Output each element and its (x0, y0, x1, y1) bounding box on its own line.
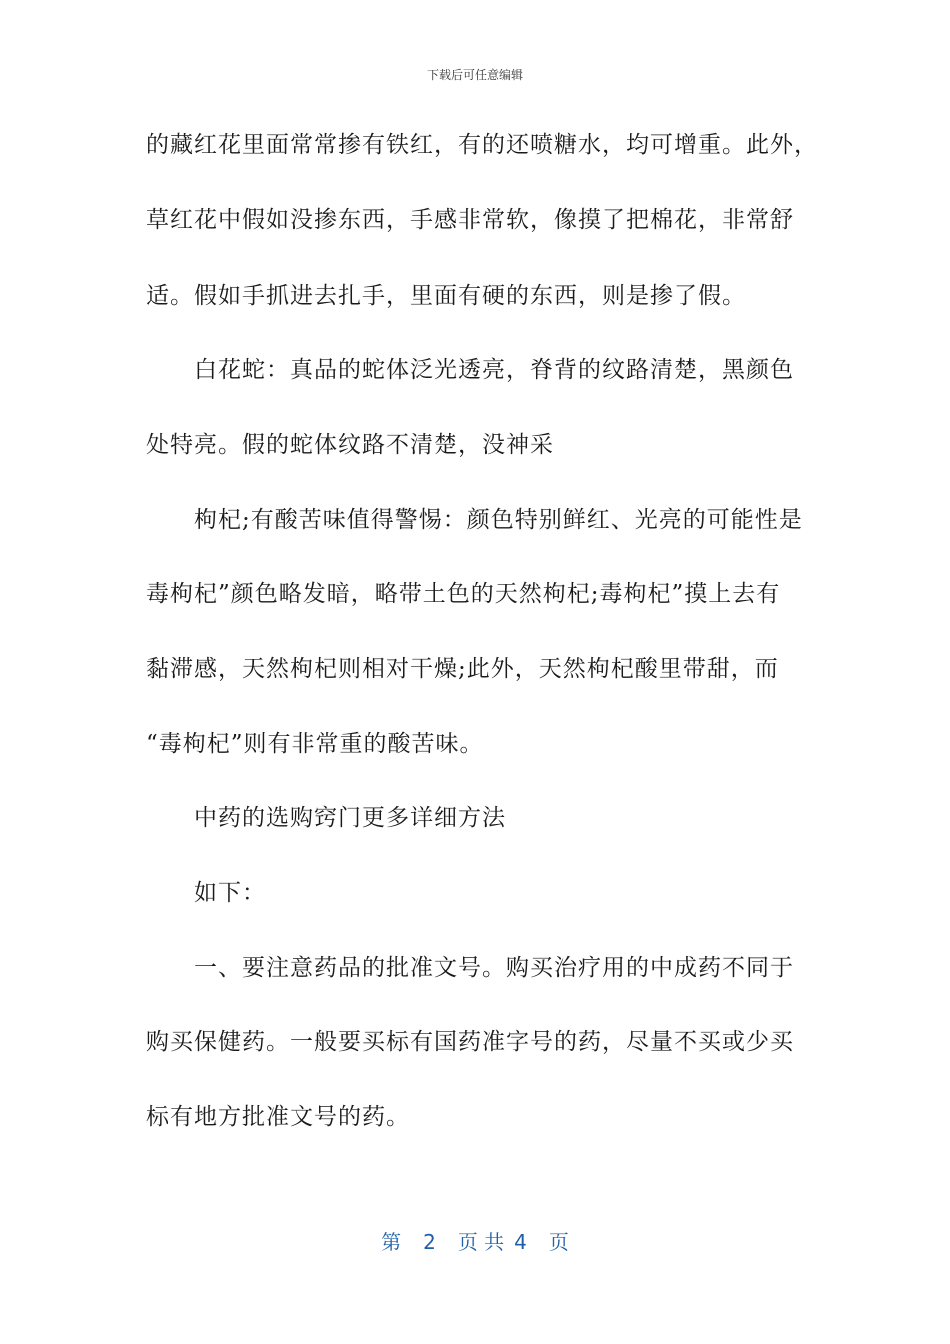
paragraph-line: 适。假如手抓进去扎手，里面有硬的东西，则是掺了假。 (146, 283, 746, 309)
paragraph-line: 一、要注意药品的批准文号。购买治疗用的中成药不同于 (194, 955, 794, 981)
paragraph-line: 白花蛇：真品的蛇体泛光透亮，脊背的纹路清楚，黑颜色 (194, 357, 794, 383)
paragraph-line: 购买保健药。一般要买标有国药准字号的药，尽量不买或少买 (146, 1029, 794, 1055)
footer-suffix: 页 (548, 1230, 569, 1254)
footer-middle: 页 共 (457, 1230, 505, 1254)
total-pages-number: 4 (514, 1230, 527, 1254)
paragraph-line: 草红花中假如没掺东西，手感非常软，像摸了把棉花，非常舒 (146, 207, 794, 233)
paragraph-line: 标有地方批准文号的药。 (146, 1104, 410, 1130)
paragraph-line: 枸杞;有酸苦味值得警惕：颜色特别鲜红、光亮的可能性是 (194, 507, 803, 533)
paragraph-line: “毒枸杞”则有非常重的酸苦味。 (146, 731, 484, 757)
header-note: 下载后可任意编辑 (426, 68, 523, 82)
paragraph-line: 的藏红花里面常常掺有铁红，有的还喷糖水，均可增重。此外， (146, 132, 818, 158)
footer-prefix: 第 (381, 1230, 402, 1254)
paragraph-line: 如下： (194, 880, 266, 906)
current-page-number: 2 (423, 1230, 436, 1254)
paragraph-line: 处特亮。假的蛇体纹路不清楚，没神采 (146, 432, 554, 458)
paragraph-line: 毒枸杞”颜色略发暗，略带土色的天然枸杞;毒枸杞”摸上去有 (146, 581, 781, 607)
paragraph-line: 黏滞感，天然枸杞则相对干燥;此外，天然枸杞酸里带甜，而 (146, 656, 779, 682)
page-footer (0, 1226, 950, 1255)
paragraph-line: 中药的选购窍门更多详细方法 (194, 805, 506, 831)
